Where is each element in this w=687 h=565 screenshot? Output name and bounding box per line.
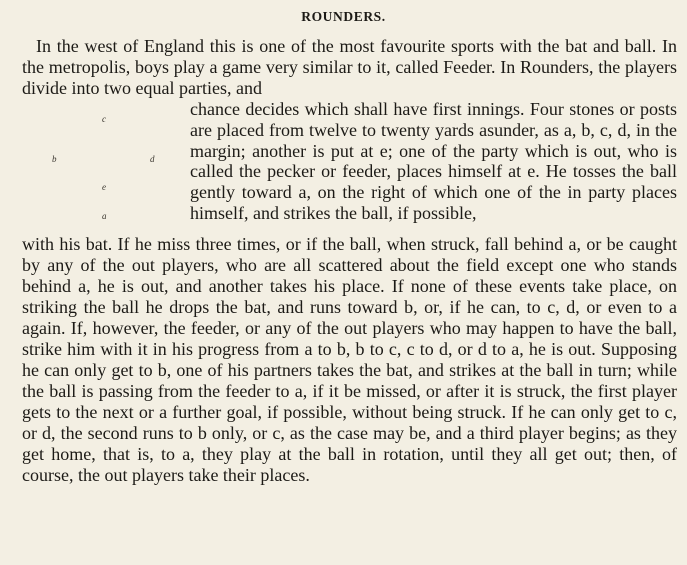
main-paragraph: with his bat. If he miss three times, or if the ball, when struck, fall behind a, or be caught by any of the out players, who are all scattered about the field except one who stands behind a, he is out, and another takes his place. If none of these events take place, on striking the ball he drops the bat, and runs toward b, or, if he can, to c, d, or even to a again. If, however, the feeder, or any of the out players who may happen to have the ball, strike him with it in his progress from a to b, b to c, c to d, or d to a, he is out. Supposing he can only get to b, one of his partners takes the bat, and strikes at the ball in turn; while the ball is passing from the feeder to a, if it be missed, or after it is struck, the first player gets to the next or a further goal, if possible, without being struck. If he can only get to c, or d, the second runs to b only, or c, as the case may be, and a third player begins; as they get home, that is, to a, they play at the ball in rotation, until they all get out; then, of course, the out players take their places. <box>22 234 677 485</box>
page-title: ROUNDERS. <box>301 9 386 24</box>
intro-paragraph: In the west of England this is one of the most favourite sports with the bat and ball. In the metropolis, boys play a game very similar to it, called Feeder. In Rounders, the players divide into two equal parties, and <box>22 36 677 98</box>
wrapped-paragraph: chance decides which shall have first innings. Four stones or posts are placed from twelve to twenty yards asunder, as a, b, c, d, in the margin; another is put at e; one of the party which is out, who is called the pecker or feeder, places himself at e. He tosses the ball gently toward a, on the right of which one of the in party places himself, and strikes the ball, if possible, <box>190 99 677 223</box>
stone-c-label: c <box>102 114 106 124</box>
stone-e-label: e <box>102 182 106 192</box>
rounders-field-diagram <box>40 114 170 219</box>
stone-b-label: b <box>52 154 57 164</box>
stone-a-label: a <box>102 211 107 221</box>
stone-d-label: d <box>150 154 155 164</box>
